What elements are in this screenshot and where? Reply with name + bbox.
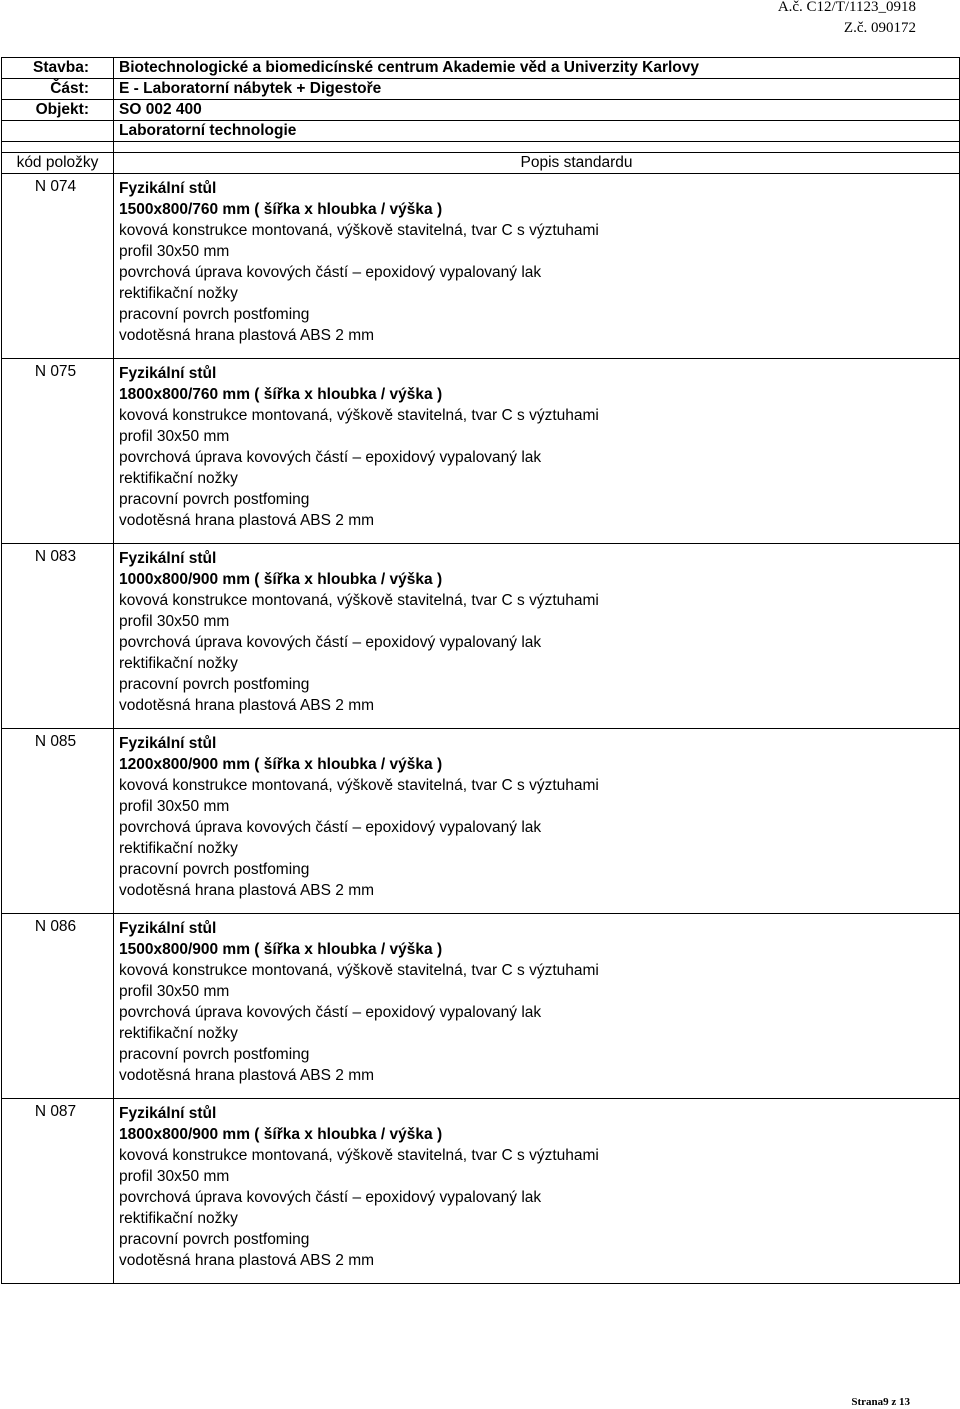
- item-spec-line: vodotěsná hrana plastová ABS 2 mm: [119, 697, 375, 714]
- item-spec-line: kovová konstrukce montovaná, výškově stavitelná, tvar C s výztuhami: [119, 962, 599, 979]
- header-row-cast: [2, 79, 960, 100]
- item-code: N 086: [2, 914, 114, 1099]
- item-spec-line: povrchová úprava kovových částí – epoxidový vypalovaný lak: [119, 634, 542, 651]
- item-spec-line: profil 30x50 mm: [119, 428, 230, 445]
- cast-label: Část:: [2, 79, 114, 100]
- item-spec-line: kovová konstrukce montovaná, výškově stavitelná, tvar C s výztuhami: [119, 1147, 599, 1164]
- item-code: N 087: [2, 1099, 114, 1284]
- item-spec-line: pracovní povrch postfoming: [119, 676, 310, 693]
- table-row: [2, 359, 960, 544]
- item-spec-line: vodotěsná hrana plastová ABS 2 mm: [119, 882, 375, 899]
- column-header-row: [2, 153, 960, 174]
- item-spec-line: rektifikační nožky: [119, 1210, 238, 1227]
- item-spec-line: vodotěsná hrana plastová ABS 2 mm: [119, 1252, 375, 1269]
- page-number: Strana9 z 13: [851, 1396, 910, 1408]
- objekt-value: SO 002 400: [114, 100, 960, 121]
- table-row: [2, 174, 960, 359]
- item-code: N 085: [2, 729, 114, 914]
- item-spec-line: rektifikační nožky: [119, 840, 238, 857]
- item-spec-line: pracovní povrch postfoming: [119, 1046, 310, 1063]
- spacer-cell: [2, 142, 114, 153]
- item-spec-line: pracovní povrch postfoming: [119, 306, 310, 323]
- item-code: N 074: [2, 174, 114, 359]
- item-spec-line: kovová konstrukce montovaná, výškově stavitelná, tvar C s výztuhami: [119, 222, 599, 239]
- item-spec-line: rektifikační nožky: [119, 1025, 238, 1042]
- item-spec-line: rektifikační nožky: [119, 285, 238, 302]
- item-spec-line: vodotěsná hrana plastová ABS 2 mm: [119, 512, 375, 529]
- item-spec-line: profil 30x50 mm: [119, 798, 230, 815]
- item-spec-line: kovová konstrukce montovaná, výškově stavitelná, tvar C s výztuhami: [119, 407, 599, 424]
- item-dimensions: 1800x800/900 mm ( šířka x hloubka / výška ): [119, 1126, 443, 1143]
- item-description: [114, 729, 960, 914]
- item-spec-line: profil 30x50 mm: [119, 1168, 230, 1185]
- header-row-stavba: [2, 58, 960, 79]
- item-code: N 075: [2, 359, 114, 544]
- item-spec-line: rektifikační nožky: [119, 470, 238, 487]
- sub-label-empty: [2, 121, 114, 142]
- item-spec-line: rektifikační nožky: [119, 655, 238, 672]
- item-title: Fyzikální stůl: [119, 920, 217, 937]
- item-description: [114, 1099, 960, 1284]
- item-spec-line: profil 30x50 mm: [119, 243, 230, 260]
- item-spec-line: povrchová úprava kovových částí – epoxidový vypalovaný lak: [119, 1189, 542, 1206]
- cast-value: E - Laboratorní nábytek + Digestoře: [114, 79, 960, 100]
- item-spec-line: vodotěsná hrana plastová ABS 2 mm: [119, 1067, 375, 1084]
- spacer-cell: [114, 142, 960, 153]
- item-code: N 083: [2, 544, 114, 729]
- document-reference-number: A.č. C12/T/1123_0918: [777, 0, 916, 15]
- table-row: [2, 914, 960, 1099]
- header-row-objekt: [2, 100, 960, 121]
- item-spec-line: pracovní povrch postfoming: [119, 1231, 310, 1248]
- table-row: [2, 544, 960, 729]
- item-dimensions: 1000x800/900 mm ( šířka x hloubka / výška ): [119, 571, 443, 588]
- table-row: [2, 1099, 960, 1284]
- item-spec-line: vodotěsná hrana plastová ABS 2 mm: [119, 327, 375, 344]
- item-title: Fyzikální stůl: [119, 550, 217, 567]
- stavba-value: Biotechnologické a biomedicínské centrum Akademie věd a Univerzity Karlovy: [114, 58, 960, 79]
- item-spec-line: pracovní povrch postfoming: [119, 861, 310, 878]
- item-dimensions: 1500x800/760 mm ( šířka x hloubka / výška ): [119, 201, 443, 218]
- header-row-sub: [2, 121, 960, 142]
- item-spec-line: povrchová úprava kovových částí – epoxidový vypalovaný lak: [119, 449, 542, 466]
- stavba-label: Stavba:: [2, 58, 114, 79]
- item-spec-line: profil 30x50 mm: [119, 983, 230, 1000]
- item-description: [114, 174, 960, 359]
- table-row: [2, 729, 960, 914]
- column-header-description: Popis standardu: [114, 153, 960, 174]
- item-description: [114, 914, 960, 1099]
- item-description: [114, 359, 960, 544]
- item-dimensions: 1800x800/760 mm ( šířka x hloubka / výška ): [119, 386, 443, 403]
- column-header-code: kód položky: [2, 153, 114, 174]
- item-title: Fyzikální stůl: [119, 180, 217, 197]
- specification-table: [1, 57, 960, 1284]
- drawing-reference-number: Z.č. 090172: [843, 20, 916, 36]
- item-spec-line: povrchová úprava kovových částí – epoxidový vypalovaný lak: [119, 1004, 542, 1021]
- item-title: Fyzikální stůl: [119, 735, 217, 752]
- item-spec-line: pracovní povrch postfoming: [119, 491, 310, 508]
- item-spec-line: profil 30x50 mm: [119, 613, 230, 630]
- sub-value: Laboratorní technologie: [114, 121, 960, 142]
- item-spec-line: kovová konstrukce montovaná, výškově stavitelná, tvar C s výztuhami: [119, 592, 599, 609]
- item-title: Fyzikální stůl: [119, 365, 217, 382]
- spacer-row: [2, 142, 960, 153]
- item-spec-line: povrchová úprava kovových částí – epoxidový vypalovaný lak: [119, 819, 542, 836]
- objekt-label: Objekt:: [2, 100, 114, 121]
- item-title: Fyzikální stůl: [119, 1105, 217, 1122]
- item-description: [114, 544, 960, 729]
- item-dimensions: 1500x800/900 mm ( šířka x hloubka / výška ): [119, 941, 443, 958]
- item-dimensions: 1200x800/900 mm ( šířka x hloubka / výška ): [119, 756, 443, 773]
- item-spec-line: kovová konstrukce montovaná, výškově stavitelná, tvar C s výztuhami: [119, 777, 599, 794]
- item-spec-line: povrchová úprava kovových částí – epoxidový vypalovaný lak: [119, 264, 542, 281]
